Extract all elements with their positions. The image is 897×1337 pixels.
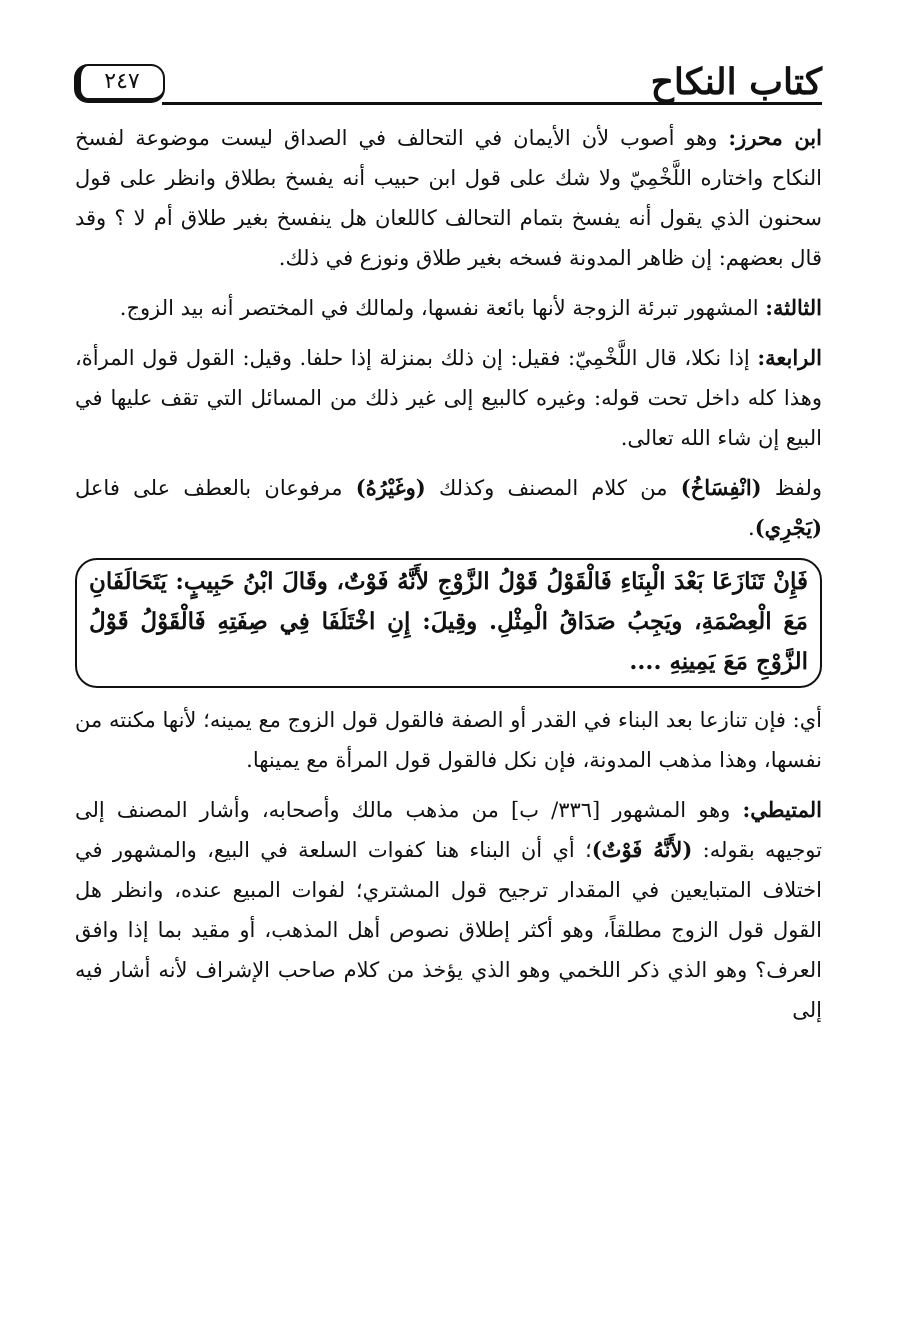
paragraph-ibn-muhriz	[75, 118, 822, 278]
header-rule	[162, 102, 822, 105]
paragraph-fourth	[75, 338, 822, 458]
quoted-word: (لأَنَّهُ فَوْتٌ)	[591, 837, 693, 862]
paragraph-text: ولفظ	[761, 476, 822, 500]
paragraph-text: إذا نكلا، قال اللَّخْمِيّ: فقيل: إن ذلك بمنزلة إذا حلفا. وقيل: القول قول المرأة، وهذا كله داخل تحت قوله: وغيره كالبيع إلى غير ذلك من المسائل التي تقف عليها في البيع إن شاء الله تعالى.	[75, 346, 822, 450]
paragraph-third	[75, 288, 822, 328]
paragraph-label: المتيطي:	[742, 797, 822, 822]
paragraph-text: من كلام المصنف وكذلك	[425, 476, 681, 500]
paragraph-text: المشهور تبرئة الزوجة لأنها بائعة نفسها، ولمالك في المختصر أنه بيد الزوج.	[119, 296, 766, 320]
paragraph-text: .	[748, 516, 755, 540]
paragraph-explanation	[75, 700, 822, 780]
quoted-word: (وغَيْرُهُ)	[355, 475, 426, 500]
quoted-word: (يَجْرِي)	[754, 515, 822, 540]
paragraph-text: مرفوعان بالعطف على فاعل	[75, 476, 356, 500]
paragraph-wording	[75, 468, 822, 548]
paragraph-label: الثالثة:	[765, 295, 822, 320]
paragraph-text: وهو المشهور [٣٣٦/ ب] من مذهب مالك وأصحابه، وأشار المصنف إلى توجيهه بقوله:	[75, 798, 822, 862]
paragraph-label: الرابعة:	[757, 345, 822, 370]
paragraph-text: وهو أصوب لأن الأيمان في التحالف في الصداق ليست موضوعة لفسخ النكاح واختاره اللَّخْمِيّ ولا شك على قول ابن حبيب أنه يفسخ بطلاق وانظر على قول سحنون الذي يقول أنه يفسخ بتمام التحالف كاللعان هل ينفسخ بغير طلاق أم لا ؟ وقد قال بعضهم: إن ظاهر المدونة فسخه بغير طلاق ونوزع في ذلك.	[75, 126, 822, 270]
paragraph-label: ابن محرز:	[728, 125, 822, 150]
paragraph-mutayti	[75, 790, 822, 1030]
page-number-box	[74, 64, 165, 103]
book-title: كتاب النكاح	[650, 61, 822, 103]
quoted-word: (انْفِسَاخُ)	[680, 475, 762, 500]
matn-box	[75, 558, 822, 688]
matn-text: فَإِنْ تَنَازَعَا بَعْدَ الْبِنَاءِ فَالْقَوْلُ قَوْلُ الزَّوْجِ لأَنَّهُ فَوْتٌ، وقَالَ ابْنُ حَبِيبٍ: يَتَحَالَفَانِ مَعَ الْعِصْمَةِ، ويَجِبُ صَدَاقُ الْمِثْلِ. وقِيلَ: إِنِ اخْتَلَفَا فِي صِفَتِهِ فَالْقَوْلُ قَوْلُ الزَّوْجِ مَعَ يَمِينِهِ ....	[89, 568, 808, 675]
paragraph-text: ؛ أي أن البناء هنا كفوات السلعة في البيع، والمشهور في اختلاف المتبايعين في المقدار ترجيح قول المشتري؛ لفوات المبيع عنده، وانظر هل القول قول الزوج مطلقاً، وهو أكثر إطلاق نصوص أهل المذهب، أو مقيد بما إذا وافق العرف؟ وهو الذي ذكر اللخمي وهو الذي يؤخذ من كلام صاحب الإشراف لأنه أشار فيه إلى	[75, 838, 822, 1022]
page-number: ٢٤٧	[104, 69, 140, 94]
paragraph-text: أي: فإن تنازعا بعد البناء في القدر أو الصفة فالقول قول الزوج مع يمينه؛ لأنها مكنته من نفسها، وهذا مذهب المدونة، فإن نكل فالقول قول المرأة مع يمينها.	[75, 708, 822, 772]
page-header	[72, 58, 822, 108]
page-body	[75, 118, 822, 1040]
